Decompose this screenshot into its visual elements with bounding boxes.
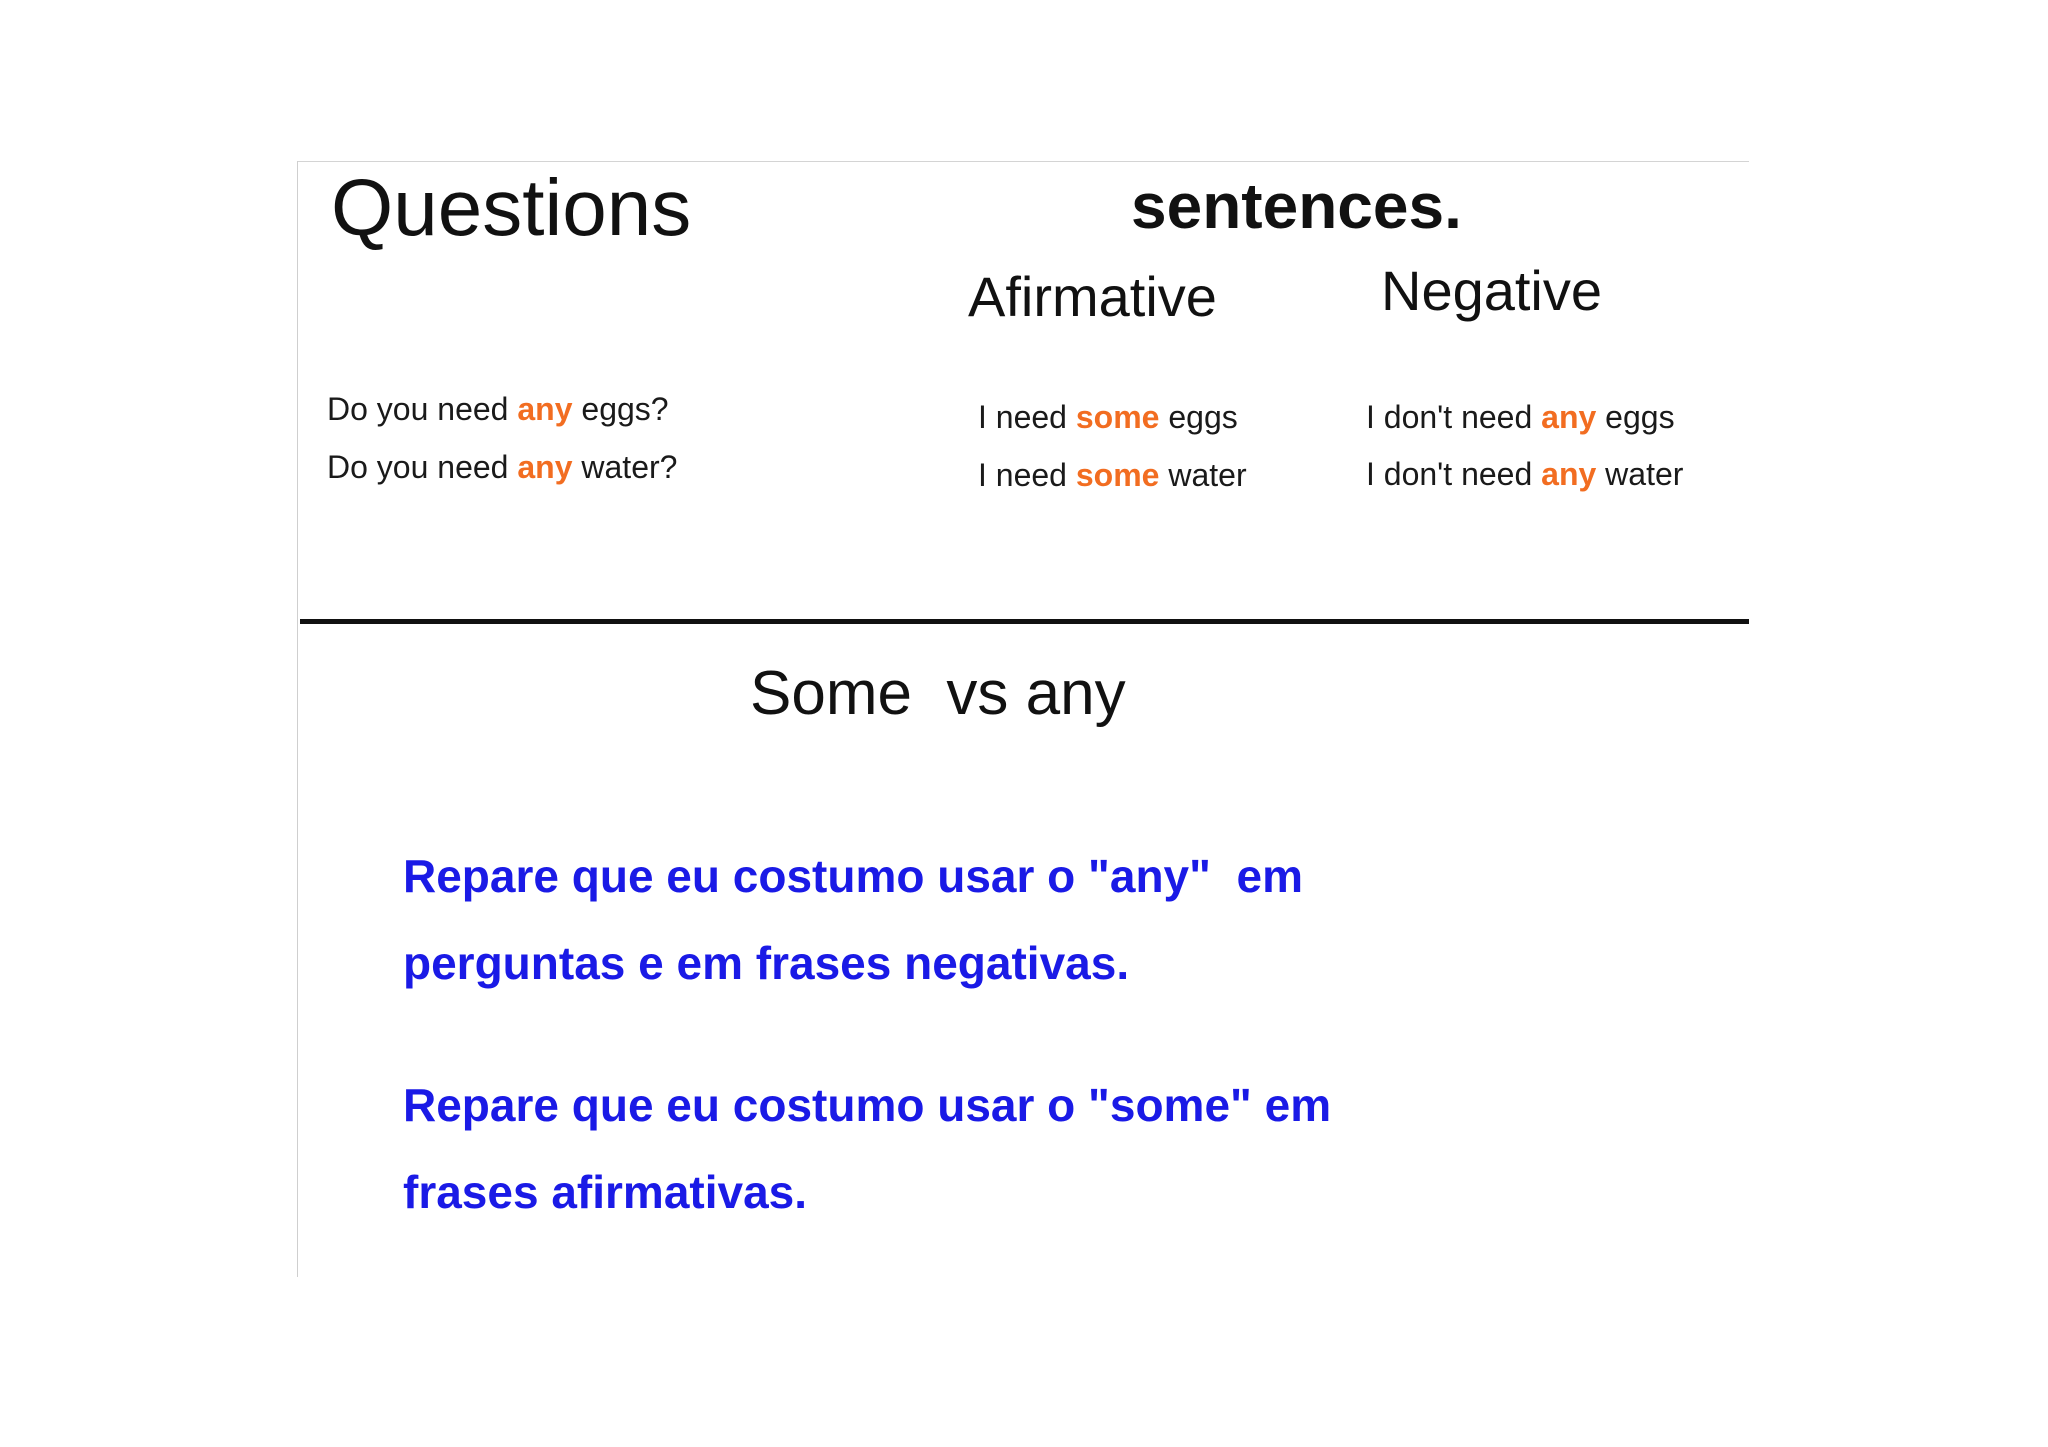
keyword-any: any: [517, 391, 573, 427]
questions-heading: Questions: [331, 163, 692, 252]
note-line: Repare que eu costumo usar o "some" em: [403, 1079, 1332, 1131]
afirmative-text: I need: [978, 399, 1076, 435]
question-line: [327, 391, 669, 428]
negative-line: [1366, 399, 1675, 436]
afirmative-heading: Afirmative: [968, 265, 1217, 328]
note-line: frases afirmativas.: [403, 1166, 808, 1218]
keyword-any: any: [517, 449, 573, 485]
some-vs-any-title: Some vs any: [750, 659, 1126, 728]
question-text: Do you need: [327, 391, 518, 427]
question-text: eggs?: [572, 391, 669, 427]
afirmative-text: water: [1159, 457, 1247, 493]
negative-text: I don't need: [1366, 456, 1542, 492]
negative-text: I don't need: [1366, 399, 1542, 435]
note-line: Repare que eu costumo usar o "any" em: [403, 850, 1303, 902]
negative-heading: Negative: [1381, 259, 1603, 322]
question-line: [327, 449, 677, 486]
afirmative-line: [978, 457, 1247, 494]
section-divider: [300, 619, 1749, 624]
frame-left-border: [297, 161, 298, 1277]
negative-text: water: [1596, 456, 1684, 492]
keyword-some: some: [1075, 457, 1160, 493]
negative-line: [1366, 456, 1683, 493]
sentences-heading: sentences.: [1131, 170, 1462, 242]
question-text: Do you need: [327, 449, 518, 485]
keyword-some: some: [1075, 399, 1160, 435]
afirmative-text: I need: [978, 457, 1076, 493]
afirmative-line: [978, 399, 1238, 436]
note-line: perguntas e em frases negativas.: [403, 937, 1130, 989]
negative-text: eggs: [1596, 399, 1675, 435]
keyword-any: any: [1541, 456, 1597, 492]
afirmative-text: eggs: [1159, 399, 1238, 435]
keyword-any: any: [1541, 399, 1597, 435]
question-text: water?: [572, 449, 678, 485]
